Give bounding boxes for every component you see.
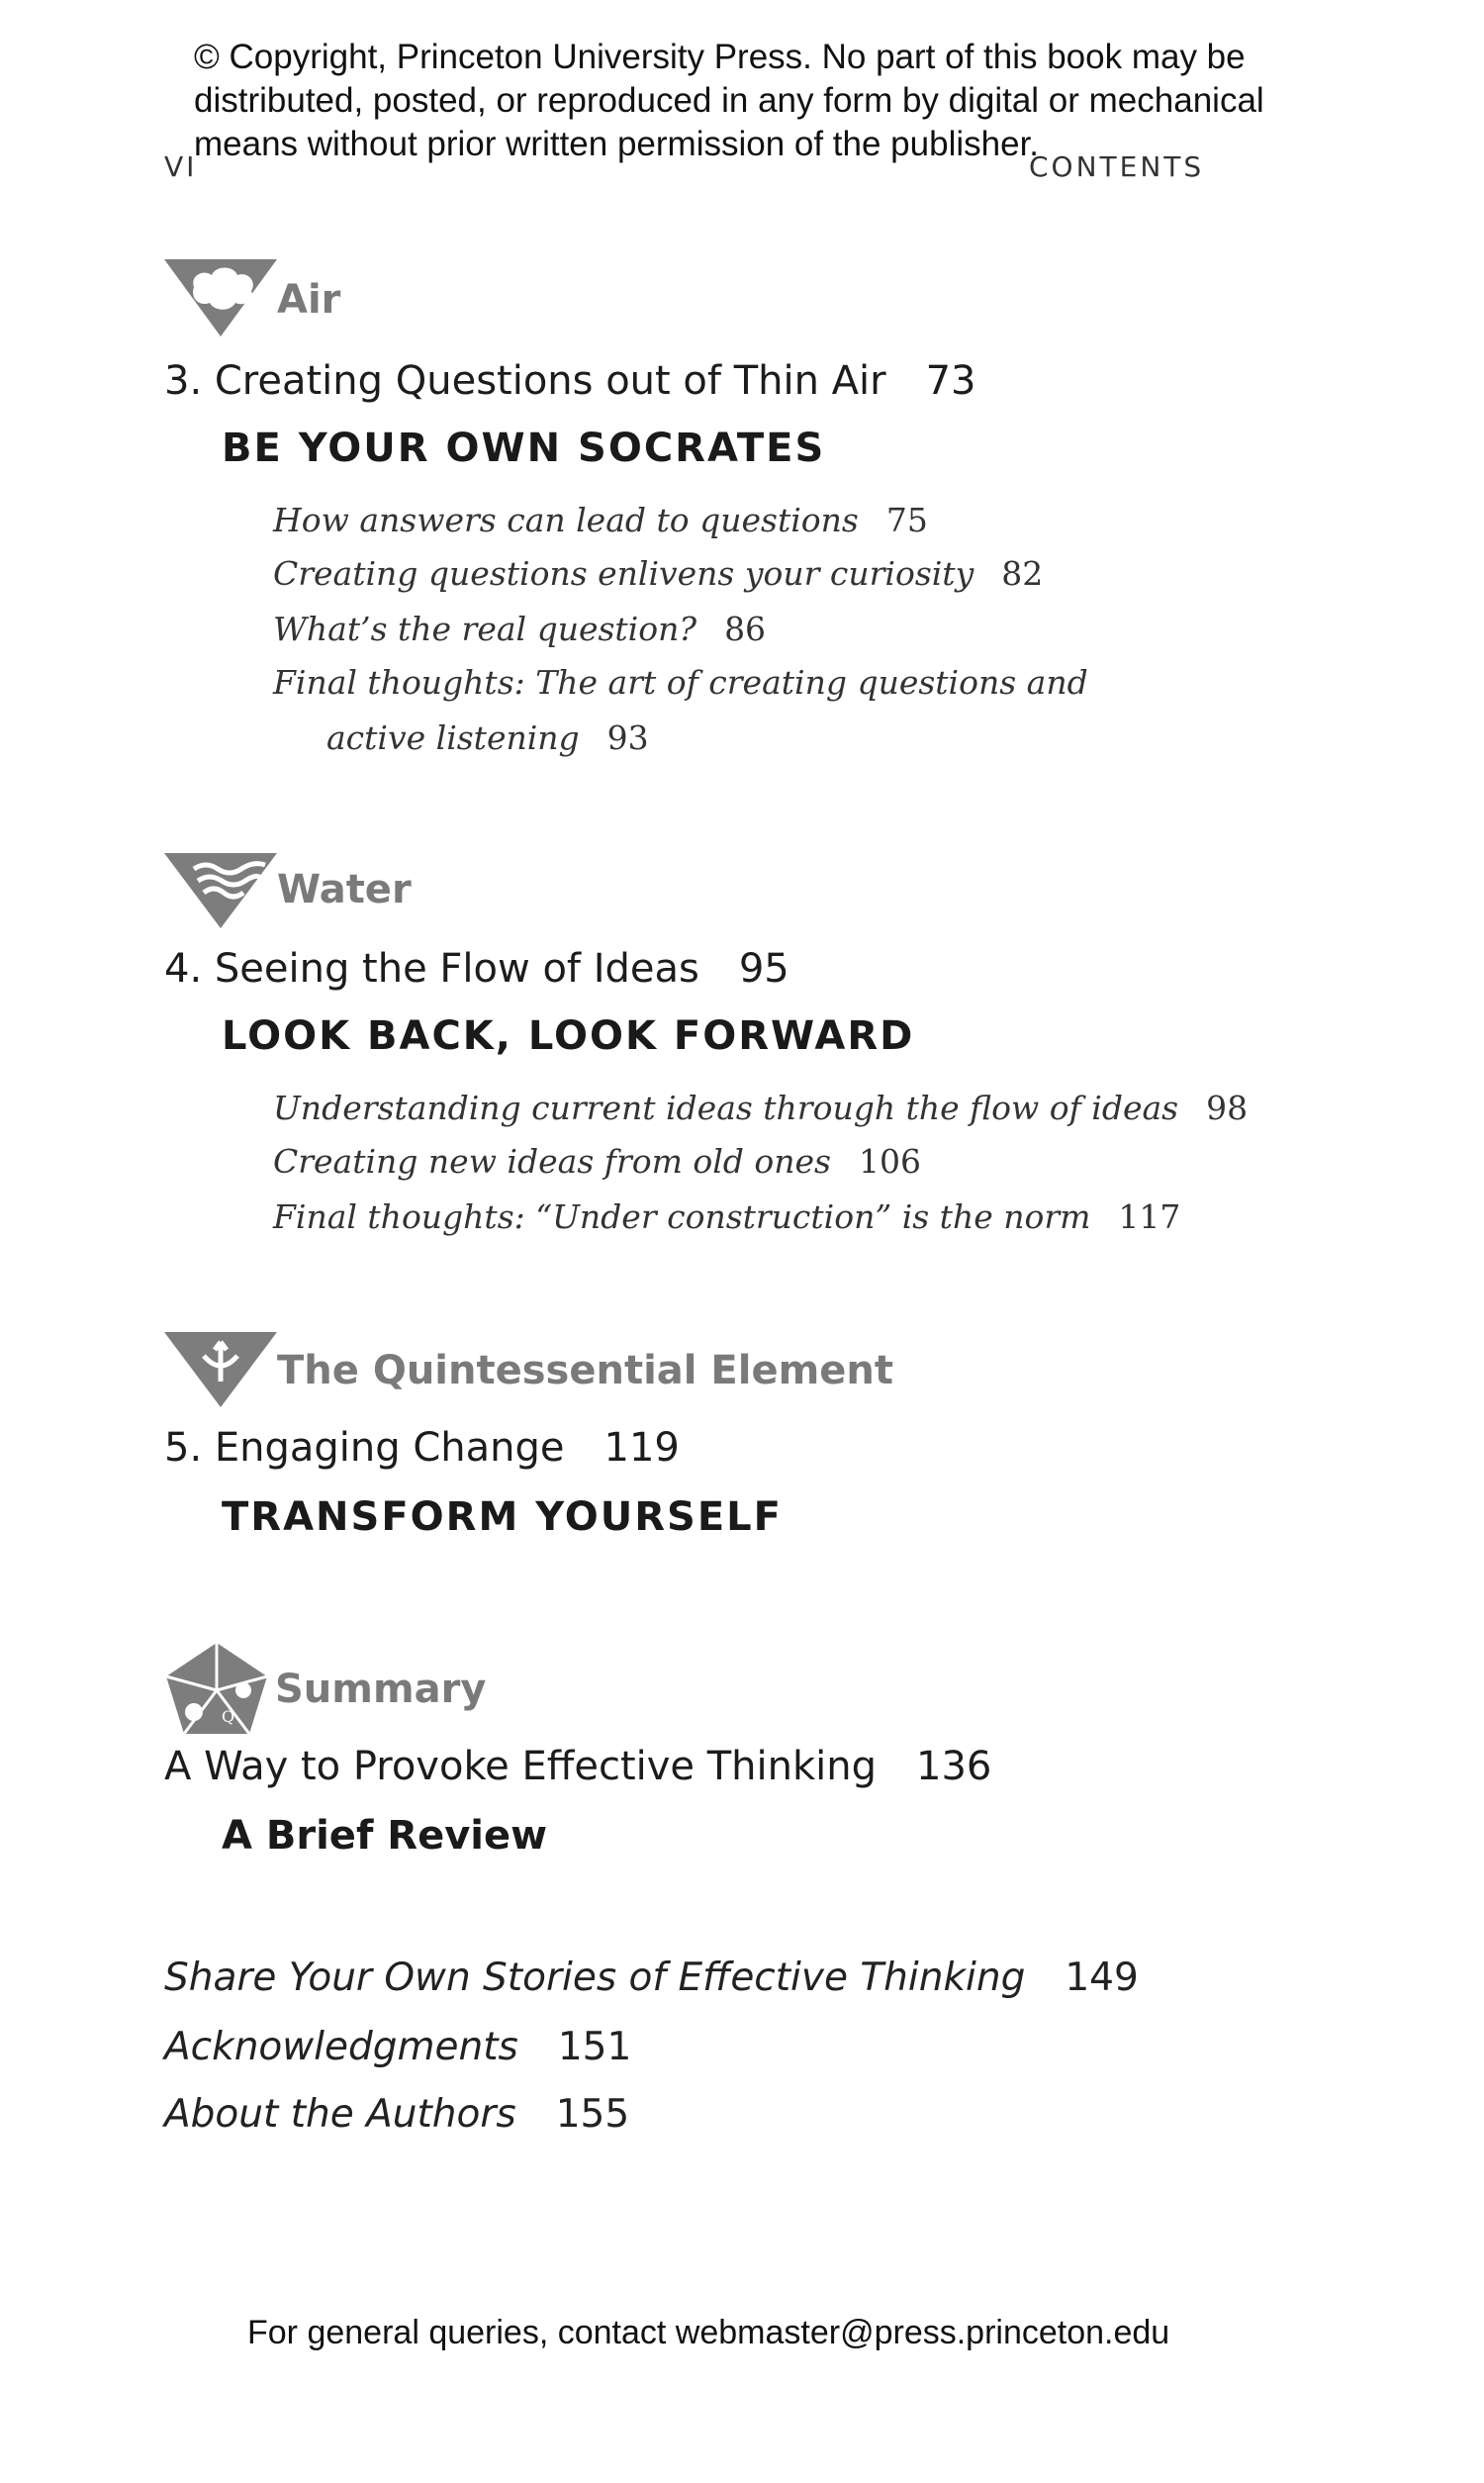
chapter-page: 136 [916,1744,992,1789]
chapter-title: A Way to Provoke Effective Thinking [164,1744,877,1789]
copyright-line: distributed, posted, or reproduced in any form by digital or mechanical [194,81,1264,120]
air-triangle-icon [164,257,277,336]
entry-page: 75 [885,501,928,539]
footer-contact: For general queries, contact webmaster@press.princeton.edu [247,2314,1170,2351]
back-matter-entry[interactable] [164,1956,1139,2000]
entry-title: Final thoughts: “Under construction” is the norm [273,1197,1091,1236]
chapter-3[interactable] [164,358,976,404]
entry-page: 98 [1206,1089,1249,1127]
chapter-page: 119 [603,1425,680,1471]
toc-entry[interactable] [273,1142,921,1181]
chapter-page: 73 [925,358,976,404]
chapter-subtitle: LOOK BACK, LOOK FORWARD [222,1013,915,1059]
running-head-title: CONTENTS [1029,150,1205,183]
toc-entry[interactable] [273,501,928,539]
toc-entry[interactable] [273,554,1043,593]
entry-page: 93 [606,718,649,757]
toc-entry[interactable] [273,610,766,648]
entry-page: 86 [724,610,767,648]
chapter-subtitle: TRANSFORM YOURSELF [222,1494,783,1540]
back-matter-entry[interactable] [164,2025,631,2069]
entry-title: Creating questions enlivens your curiosity [273,554,974,593]
chapter-title: 4. Seeing the Flow of Ideas [164,946,699,992]
summary-chapter[interactable] [164,1744,991,1789]
copyright-line: © Copyright, Princeton University Press. No part of this book may be [194,38,1246,76]
entry-title: Understanding current ideas through the flow of ideas [273,1089,1179,1127]
page-number: VI [164,150,198,183]
chapter-5[interactable] [164,1425,680,1471]
entry-title: active listening [326,718,580,757]
entry-page: 155 [555,2092,630,2137]
section-label-summary: Summary [275,1667,487,1712]
entry-title: Acknowledgments [164,2025,518,2069]
toc-entry[interactable] [273,663,1088,702]
entry-title: How answers can lead to questions [273,501,859,539]
copyright-notice [194,36,1264,166]
back-matter-entry[interactable] [164,2092,629,2137]
entry-title: Share Your Own Stories of Effective Thinking [164,1956,1026,2000]
entry-title: Creating new ideas from old ones [273,1142,831,1181]
summary-pentagon-icon [164,1641,269,1736]
chapter-title: 3. Creating Questions out of Thin Air [164,358,886,404]
entry-page: 149 [1065,1956,1139,2000]
entry-title: About the Authors [164,2092,516,2137]
quintessential-triangle-icon [164,1330,277,1407]
chapter-title: 5. Engaging Change [164,1425,565,1471]
toc-entry[interactable] [273,1197,1180,1236]
section-label-water: Water [277,867,412,912]
entry-page: 106 [859,1142,921,1181]
toc-entry[interactable] [273,1089,1248,1127]
water-triangle-icon [164,851,277,928]
section-label-quintessential: The Quintessential Element [277,1348,893,1393]
chapter-subtitle: A Brief Review [222,1813,548,1859]
chapter-4[interactable] [164,946,789,992]
svg-text:Q: Q [222,1707,235,1726]
entry-title: What’s the real question? [273,610,697,648]
toc-entry-continued[interactable] [326,718,649,757]
chapter-page: 95 [738,946,789,992]
entry-page: 117 [1118,1197,1181,1236]
entry-page: 151 [557,2025,632,2069]
chapter-subtitle: BE YOUR OWN SOCRATES [222,426,826,471]
entry-title: Final thoughts: The art of creating questions and [273,663,1088,702]
copyright-line: means without prior written permission of the publisher. [194,125,1040,163]
entry-page: 82 [1001,554,1044,593]
section-label-air: Air [277,277,341,323]
